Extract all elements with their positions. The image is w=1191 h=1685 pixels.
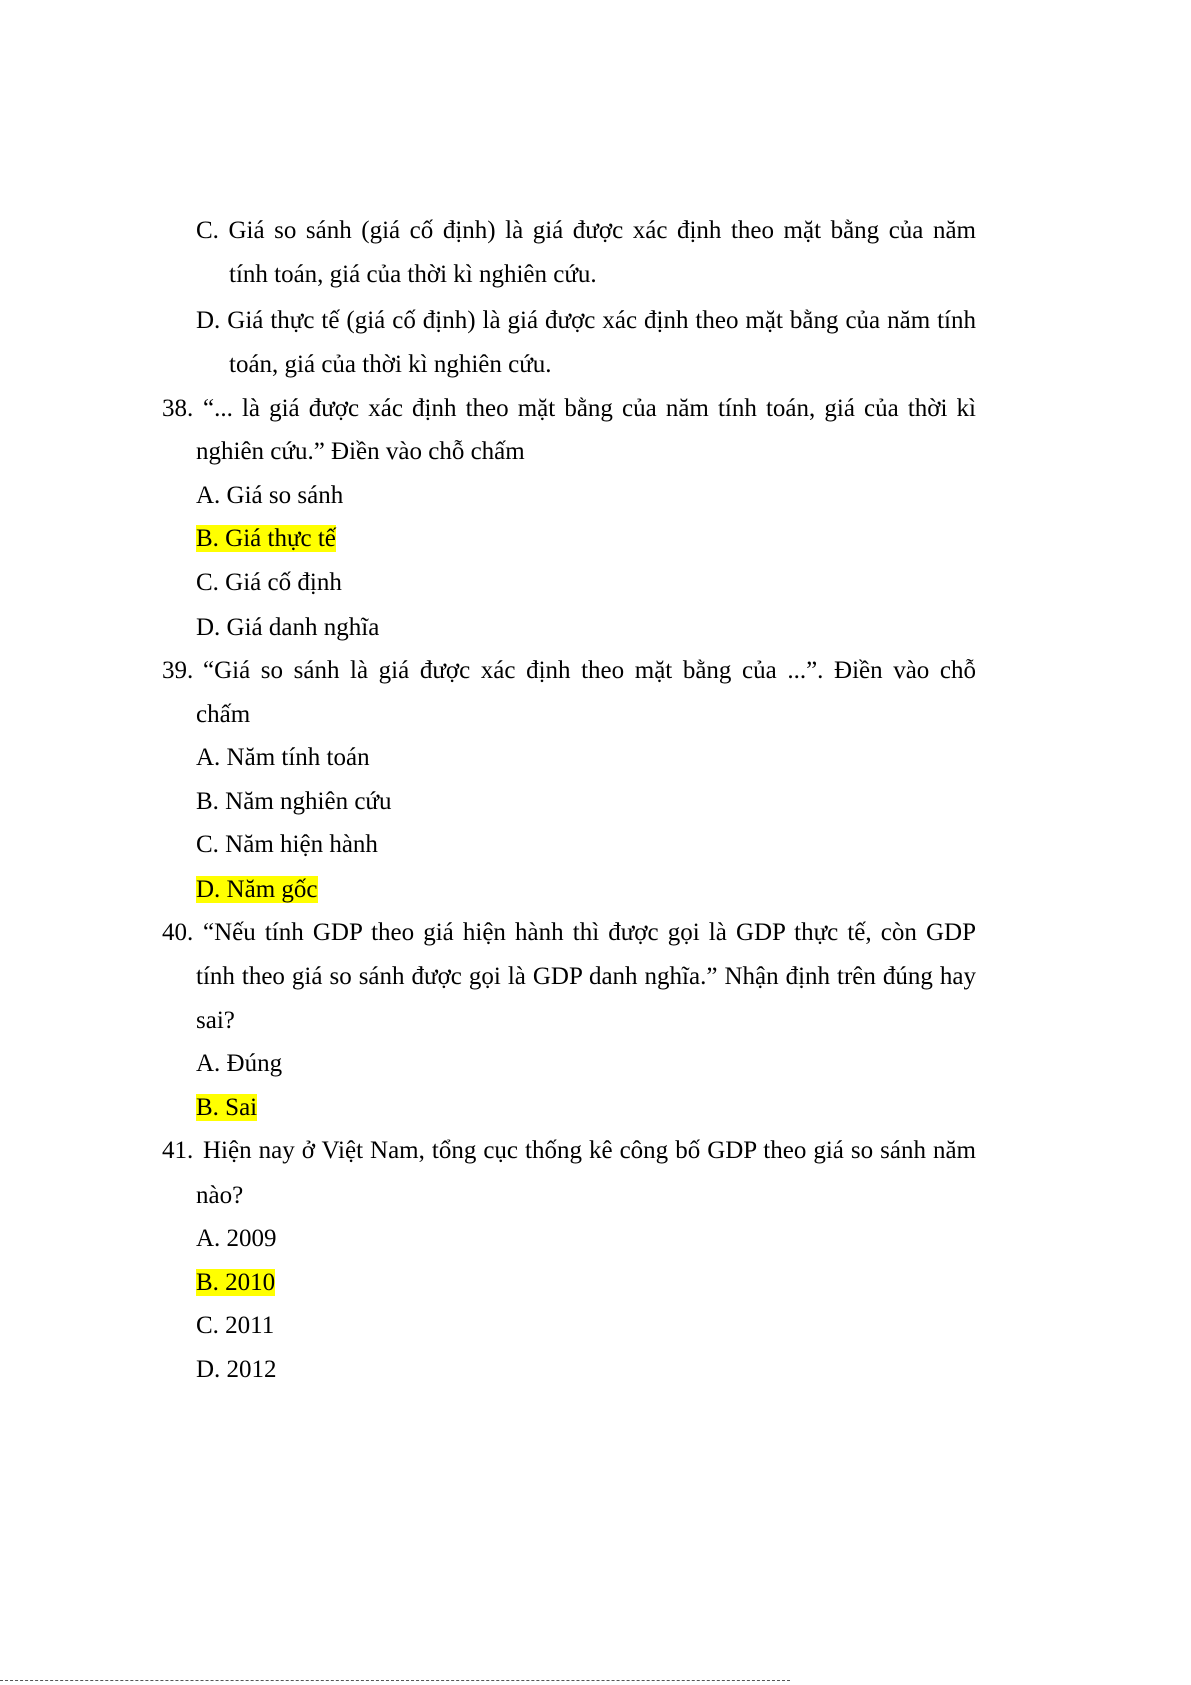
question-39-option-a: A. Năm tính toán (196, 744, 370, 771)
question-38-option-c: C. Giá cố định (196, 569, 342, 596)
question-38-option-a: A. Giá so sánh (196, 482, 344, 509)
question-41-option-a: A. 2009 (196, 1225, 277, 1252)
highlighted-answer: B. Sai (196, 1094, 258, 1121)
question-39-text-line2: chấm (196, 701, 251, 728)
question-40-option-b (196, 1093, 257, 1123)
question-40-text-line3: sai? (196, 1007, 235, 1034)
highlighted-answer: B. 2010 (196, 1269, 276, 1296)
option-d-line1: D. Giá thực tế (giá cố định) là giá được xác định theo mặt bằng của năm tính (196, 307, 976, 334)
question-39-text-line1: “Giá so sánh là giá được xác định theo mặt bằng của ...”. Điền vào chỗ (203, 657, 976, 684)
option-c-line1: C. Giá so sánh (giá cố định) là giá được xác định theo mặt bằng của năm (196, 217, 976, 244)
question-41-option-c: C. 2011 (196, 1312, 275, 1339)
question-39-option-c: C. Năm hiện hành (196, 831, 378, 858)
option-d-line2: toán, giá của thời kì nghiên cứu. (229, 351, 552, 378)
question-41-text-line1: Hiện nay ở Việt Nam, tổng cục thống kê công bố GDP theo giá so sánh năm (203, 1137, 976, 1164)
question-39-option-b: B. Năm nghiên cứu (196, 788, 392, 815)
page-bottom-divider (0, 1680, 790, 1681)
highlighted-answer: D. Năm gốc (196, 876, 318, 903)
question-39-option-d (196, 875, 318, 905)
question-41-option-d: D. 2012 (196, 1356, 277, 1383)
question-38-number: 38. (162, 395, 194, 422)
question-40-number: 40. (162, 919, 194, 946)
question-38-text-line2: nghiên cứu.” Điền vào chỗ chấm (196, 438, 525, 465)
question-41-text-line2: nào? (196, 1182, 244, 1209)
question-38-option-d: D. Giá danh nghĩa (196, 614, 380, 641)
question-38-text-line1: “... là giá được xác định theo mặt bằng của năm tính toán, giá của thời kì (203, 395, 976, 422)
option-c-line2: tính toán, giá của thời kì nghiên cứu. (229, 261, 597, 288)
question-38-option-b (196, 524, 336, 554)
question-40-text-line1: “Nếu tính GDP theo giá hiện hành thì được gọi là GDP thực tế, còn GDP (203, 919, 976, 946)
question-39-number: 39. (162, 657, 194, 684)
question-40-option-a: A. Đúng (196, 1050, 283, 1077)
question-41-option-b (196, 1268, 275, 1298)
highlighted-answer: B. Giá thực tế (196, 525, 336, 552)
question-41-number: 41. (162, 1137, 194, 1164)
question-40-text-line2: tính theo giá so sánh được gọi là GDP danh nghĩa.” Nhận định trên đúng hay (196, 963, 976, 990)
